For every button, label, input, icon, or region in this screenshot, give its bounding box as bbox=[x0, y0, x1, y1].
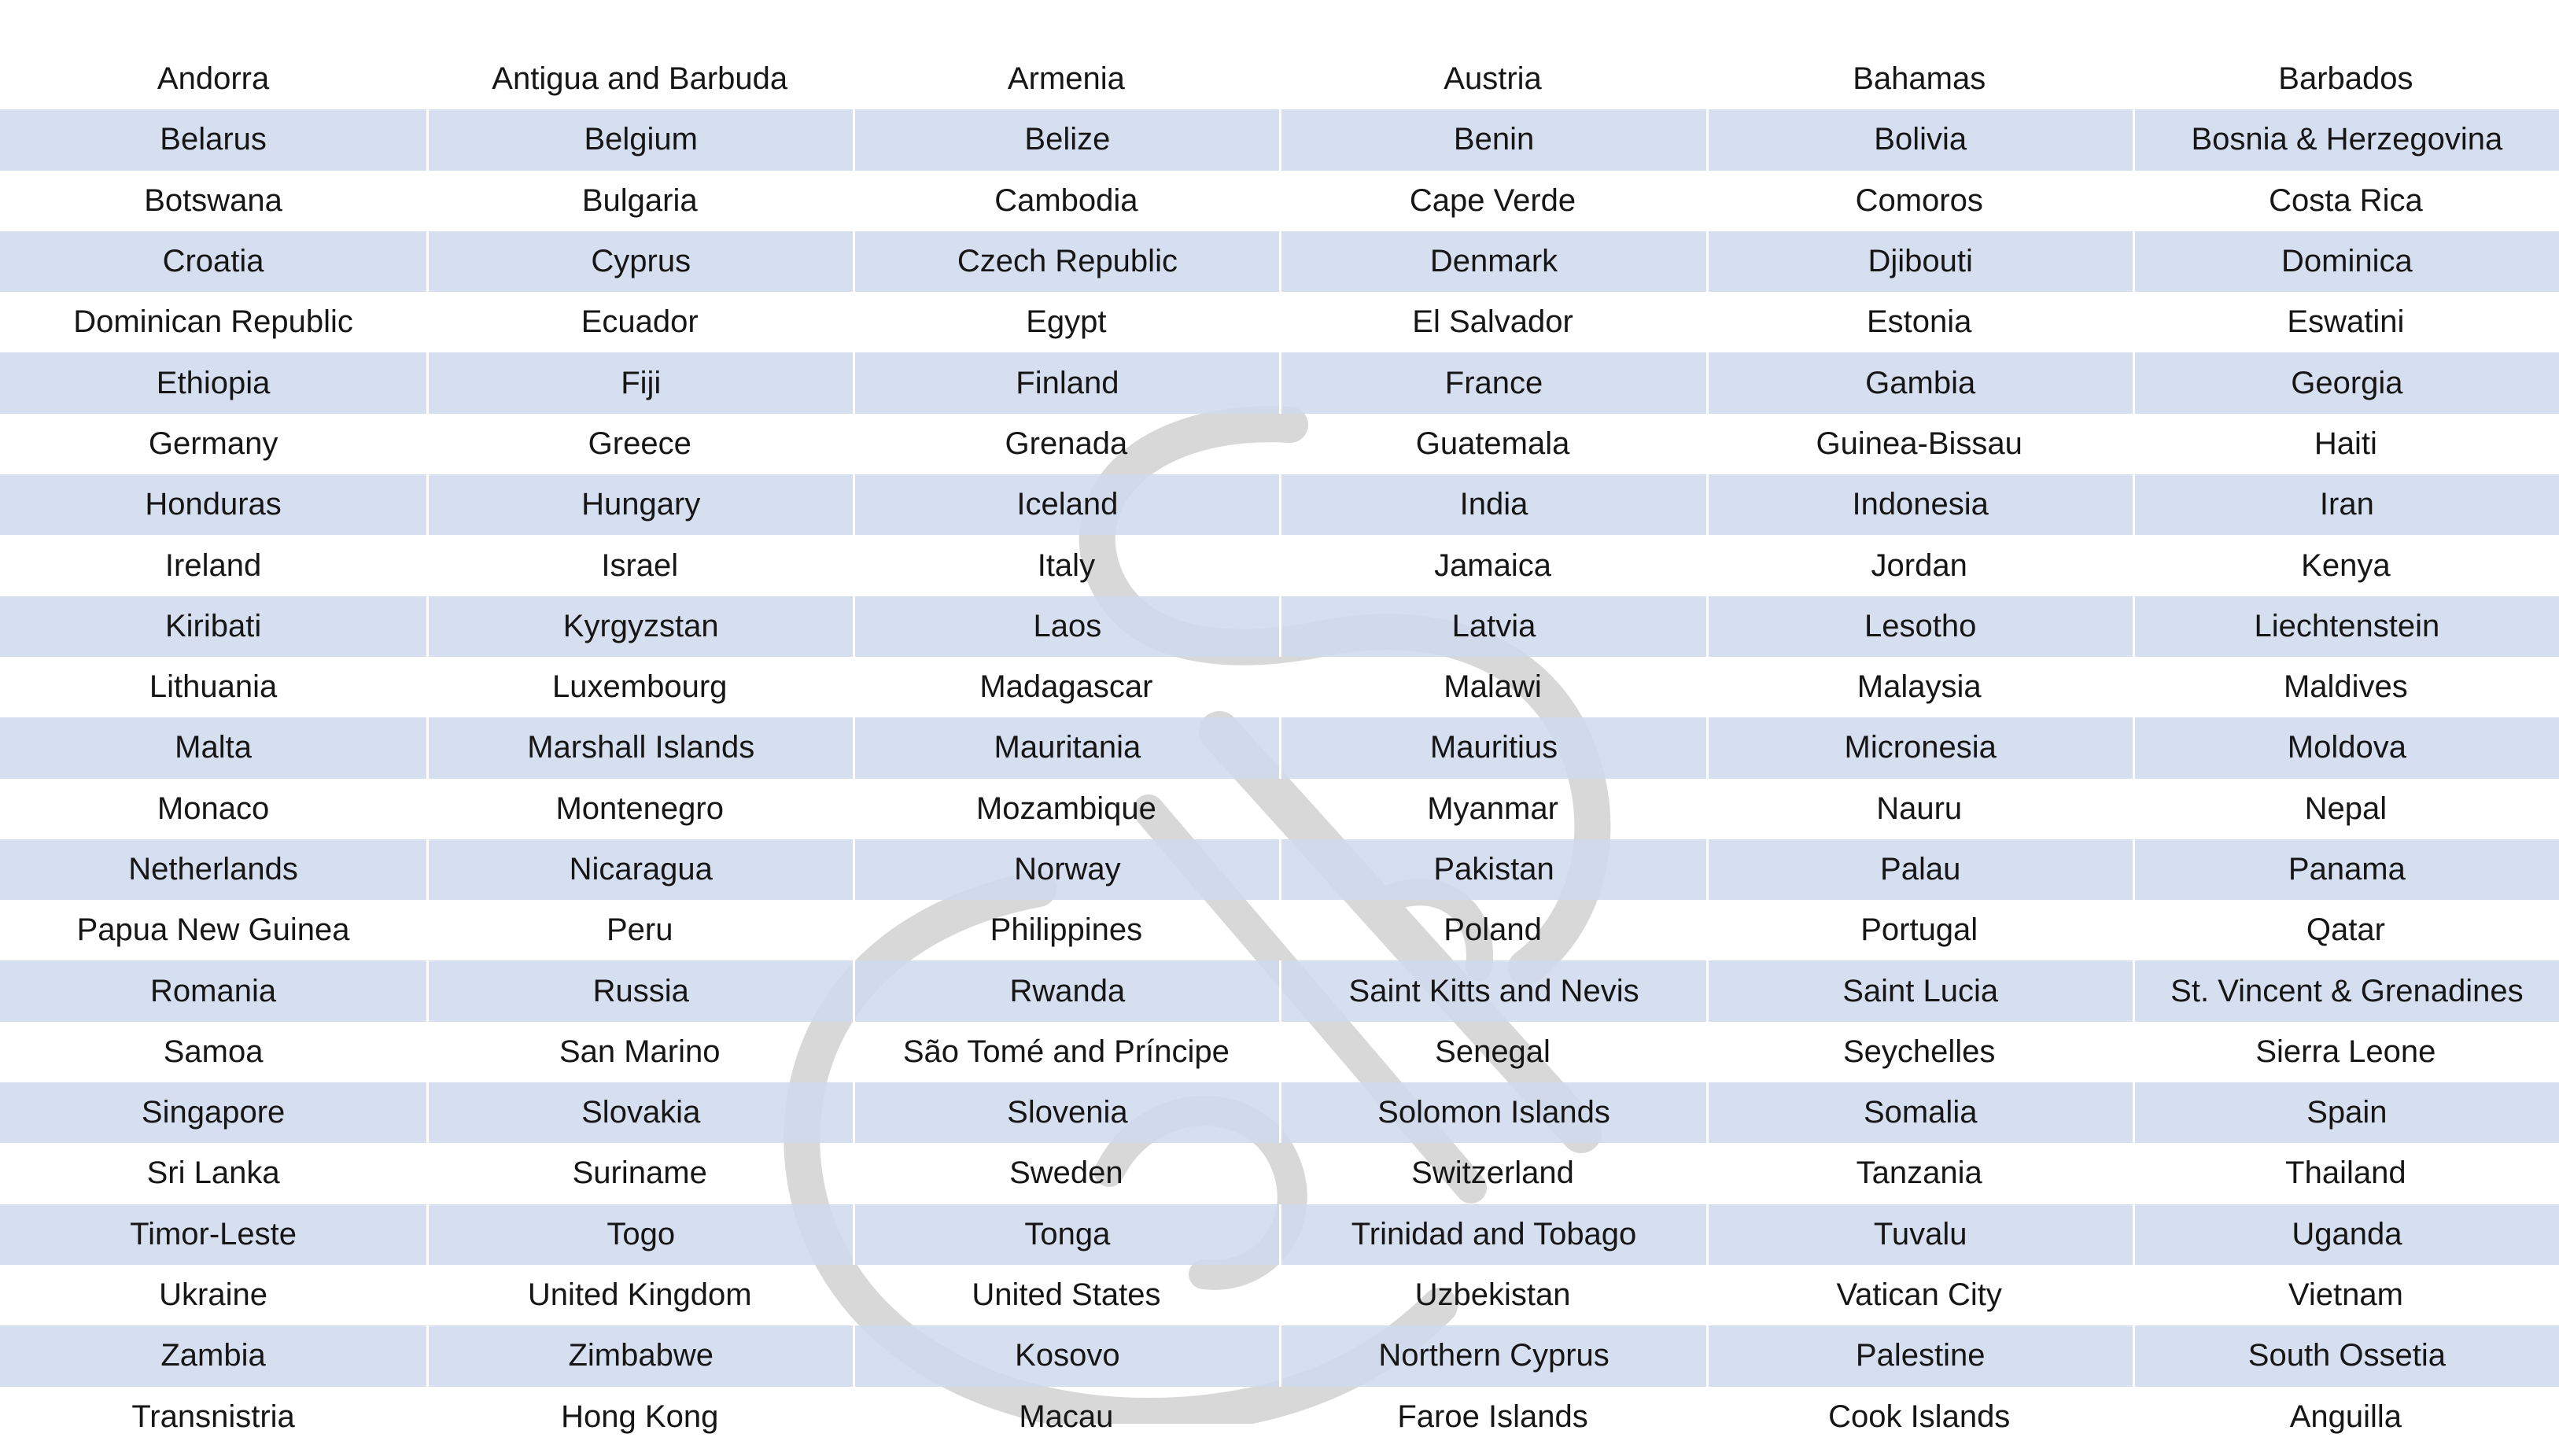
country-cell: Maldives bbox=[2283, 669, 2408, 705]
country-cell: Nauru bbox=[1876, 791, 1963, 826]
country-cell: Lithuania bbox=[149, 669, 278, 705]
country-cell: Tonga bbox=[853, 1204, 1279, 1265]
country-cell: Cape Verde bbox=[1409, 182, 1576, 218]
country-cell: Timor-Leste bbox=[0, 1204, 426, 1265]
table-row bbox=[0, 474, 2559, 535]
country-table-body bbox=[0, 49, 2559, 1447]
country-cell: Armenia bbox=[1007, 61, 1125, 97]
country-cell: Grenada bbox=[1005, 426, 1128, 461]
country-cell: Zimbabwe bbox=[426, 1325, 853, 1386]
country-cell: Papua New Guinea bbox=[76, 912, 350, 948]
country-cell: Slovakia bbox=[426, 1082, 853, 1143]
country-cell: Gambia bbox=[1706, 352, 2133, 413]
country-cell: Jamaica bbox=[1434, 547, 1552, 583]
table-row bbox=[0, 596, 2559, 657]
country-cell: Saint Kitts and Nevis bbox=[1279, 960, 1705, 1021]
country-cell: Palestine bbox=[1706, 1325, 2133, 1386]
country-cell: Bolivia bbox=[1706, 109, 2133, 170]
country-cell: Northern Cyprus bbox=[1279, 1325, 1705, 1386]
country-cell: Myanmar bbox=[1427, 791, 1558, 826]
country-cell: Djibouti bbox=[1706, 231, 2133, 292]
country-cell: Suriname bbox=[572, 1156, 707, 1191]
table-row bbox=[0, 1204, 2559, 1265]
country-cell: Senegal bbox=[1435, 1034, 1551, 1069]
country-cell: Ethiopia bbox=[0, 352, 426, 413]
country-cell: Sri Lanka bbox=[146, 1156, 280, 1191]
table-row bbox=[0, 49, 2559, 109]
country-cell: Poland bbox=[1444, 912, 1542, 948]
country-cell: United States bbox=[972, 1277, 1161, 1313]
country-cell: Netherlands bbox=[0, 839, 426, 900]
table-row bbox=[0, 960, 2559, 1021]
country-cell: Botswana bbox=[144, 182, 282, 218]
country-cell: Nicaragua bbox=[426, 839, 853, 900]
country-cell: Egypt bbox=[1026, 304, 1107, 340]
country-cell: Monaco bbox=[157, 791, 270, 826]
country-cell: Nepal bbox=[2304, 791, 2388, 826]
country-cell: Laos bbox=[853, 596, 1279, 657]
country-cell: Benin bbox=[1279, 109, 1705, 170]
country-cell: Macau bbox=[1019, 1399, 1114, 1434]
country-cell: Bosnia & Herzegovina bbox=[2133, 109, 2559, 170]
country-cell: Fiji bbox=[426, 352, 853, 413]
country-cell: Croatia bbox=[0, 231, 426, 292]
country-cell: Qatar bbox=[2306, 912, 2385, 948]
country-cell: Anguilla bbox=[2289, 1399, 2402, 1434]
table-row bbox=[0, 352, 2559, 413]
country-cell: Montenegro bbox=[555, 791, 724, 826]
table-row bbox=[0, 414, 2559, 474]
country-cell: Malta bbox=[0, 717, 426, 778]
country-cell: Trinidad and Tobago bbox=[1279, 1204, 1705, 1265]
table-row bbox=[0, 657, 2559, 717]
country-cell: El Salvador bbox=[1412, 304, 1573, 340]
country-cell: Malawi bbox=[1444, 669, 1542, 705]
table-row bbox=[0, 779, 2559, 839]
country-cell: Norway bbox=[853, 839, 1279, 900]
country-cell: Kiribati bbox=[0, 596, 426, 657]
country-cell: Portugal bbox=[1860, 912, 1978, 948]
table-row bbox=[0, 1022, 2559, 1082]
country-cell: Malaysia bbox=[1857, 669, 1982, 705]
country-cell: Solomon Islands bbox=[1279, 1082, 1705, 1143]
country-cell: Samoa bbox=[163, 1034, 264, 1069]
country-cell: Seychelles bbox=[1842, 1034, 1996, 1069]
table-row bbox=[0, 717, 2559, 778]
country-cell: South Ossetia bbox=[2133, 1325, 2559, 1386]
country-cell: Romania bbox=[0, 960, 426, 1021]
country-cell: Dominican Republic bbox=[73, 304, 353, 340]
country-cell: Singapore bbox=[0, 1082, 426, 1143]
country-cell: Faroe Islands bbox=[1397, 1399, 1588, 1434]
country-cell: Vatican City bbox=[1836, 1277, 2002, 1313]
country-cell: Costa Rica bbox=[2269, 182, 2423, 218]
country-cell: Georgia bbox=[2133, 352, 2559, 413]
country-cell: Austria bbox=[1444, 61, 1542, 97]
country-cell: Sweden bbox=[1009, 1156, 1123, 1191]
table-row bbox=[0, 1143, 2559, 1204]
country-cell: Kosovo bbox=[853, 1325, 1279, 1386]
country-cell: Finland bbox=[853, 352, 1279, 413]
country-cell: Liechtenstein bbox=[2133, 596, 2559, 657]
country-cell: Peru bbox=[606, 912, 673, 948]
country-cell: Belgium bbox=[426, 109, 853, 170]
country-cell: Slovenia bbox=[853, 1082, 1279, 1143]
country-cell: São Tomé and Príncipe bbox=[902, 1034, 1230, 1069]
table-row bbox=[0, 1265, 2559, 1325]
table-row bbox=[0, 1325, 2559, 1386]
country-cell: Iceland bbox=[853, 474, 1279, 535]
country-cell: Hungary bbox=[426, 474, 853, 535]
table-row bbox=[0, 231, 2559, 292]
country-cell: Cook Islands bbox=[1828, 1399, 2011, 1434]
country-cell: Somalia bbox=[1706, 1082, 2133, 1143]
country-cell: Ukraine bbox=[159, 1277, 267, 1313]
country-cell: Estonia bbox=[1866, 304, 1972, 340]
country-cell: Lesotho bbox=[1706, 596, 2133, 657]
country-cell: Comoros bbox=[1855, 182, 1983, 218]
country-cell: Ecuador bbox=[581, 304, 699, 340]
country-cell: Saint Lucia bbox=[1706, 960, 2133, 1021]
country-cell: Dominica bbox=[2133, 231, 2559, 292]
country-cell: Uganda bbox=[2133, 1204, 2559, 1265]
table-row bbox=[0, 900, 2559, 960]
country-cell: Italy bbox=[1037, 547, 1096, 583]
country-cell: Philippines bbox=[990, 912, 1143, 948]
country-cell: Pakistan bbox=[1279, 839, 1705, 900]
country-cell: St. Vincent & Grenadines bbox=[2133, 960, 2559, 1021]
country-cell: Transnistria bbox=[131, 1399, 295, 1434]
country-cell: Sierra Leone bbox=[2255, 1034, 2436, 1069]
country-cell: Togo bbox=[426, 1204, 853, 1265]
country-cell: Tuvalu bbox=[1706, 1204, 2133, 1265]
country-cell: Denmark bbox=[1279, 231, 1705, 292]
table-row bbox=[0, 1082, 2559, 1143]
country-cell: Andorra bbox=[157, 61, 270, 97]
country-cell: Russia bbox=[426, 960, 853, 1021]
country-cell: Jordan bbox=[1871, 547, 1967, 583]
country-cell: Kyrgyzstan bbox=[426, 596, 853, 657]
country-cell: Micronesia bbox=[1706, 717, 2133, 778]
country-cell: Bahamas bbox=[1853, 61, 1986, 97]
country-cell: Germany bbox=[148, 426, 278, 461]
table-row bbox=[0, 109, 2559, 170]
country-cell: Israel bbox=[601, 547, 679, 583]
country-cell: Honduras bbox=[0, 474, 426, 535]
country-cell: Cambodia bbox=[994, 182, 1138, 218]
country-cell: India bbox=[1279, 474, 1705, 535]
country-cell: Vietnam bbox=[2288, 1277, 2403, 1313]
country-cell: Antigua and Barbuda bbox=[492, 61, 788, 97]
country-cell: Greece bbox=[588, 426, 691, 461]
country-cell: Switzerland bbox=[1411, 1156, 1574, 1191]
country-cell: Cyprus bbox=[426, 231, 853, 292]
table-row bbox=[0, 839, 2559, 900]
country-cell: Czech Republic bbox=[853, 231, 1279, 292]
country-cell: Indonesia bbox=[1706, 474, 2133, 535]
country-cell: San Marino bbox=[559, 1034, 721, 1069]
country-cell: Guinea-Bissau bbox=[1816, 426, 2022, 461]
country-cell: Mauritius bbox=[1279, 717, 1705, 778]
country-table bbox=[0, 49, 2559, 1447]
country-cell: Belize bbox=[853, 109, 1279, 170]
country-cell: Latvia bbox=[1279, 596, 1705, 657]
country-cell: Kenya bbox=[2301, 547, 2391, 583]
country-cell: Tanzania bbox=[1856, 1156, 1982, 1191]
country-cell: Belarus bbox=[0, 109, 426, 170]
country-cell: Guatemala bbox=[1415, 426, 1570, 461]
country-cell: Hong Kong bbox=[561, 1399, 719, 1434]
country-cell: Ireland bbox=[164, 547, 262, 583]
country-cell: Bulgaria bbox=[581, 182, 698, 218]
country-cell: Panama bbox=[2133, 839, 2559, 900]
country-cell: Uzbekistan bbox=[1414, 1277, 1571, 1313]
country-cell: Eswatini bbox=[2287, 304, 2405, 340]
country-cell: Marshall Islands bbox=[426, 717, 853, 778]
table-row bbox=[0, 171, 2559, 231]
country-cell: Spain bbox=[2133, 1082, 2559, 1143]
country-cell: Haiti bbox=[2314, 426, 2377, 461]
country-cell: United Kingdom bbox=[527, 1277, 752, 1313]
table-row bbox=[0, 535, 2559, 595]
country-cell: Mozambique bbox=[975, 791, 1156, 826]
country-cell: Thailand bbox=[2285, 1156, 2406, 1191]
country-cell: Iran bbox=[2133, 474, 2559, 535]
country-cell: Mauritania bbox=[853, 717, 1279, 778]
table-row bbox=[0, 1387, 2559, 1447]
country-cell: Moldova bbox=[2133, 717, 2559, 778]
table-row bbox=[0, 292, 2559, 352]
country-cell: Barbados bbox=[2278, 61, 2413, 97]
country-cell: Rwanda bbox=[853, 960, 1279, 1021]
country-cell: Zambia bbox=[0, 1325, 426, 1386]
country-cell: Madagascar bbox=[979, 669, 1153, 705]
country-cell: Luxembourg bbox=[552, 669, 728, 705]
country-cell: France bbox=[1279, 352, 1705, 413]
country-cell: Palau bbox=[1706, 839, 2133, 900]
